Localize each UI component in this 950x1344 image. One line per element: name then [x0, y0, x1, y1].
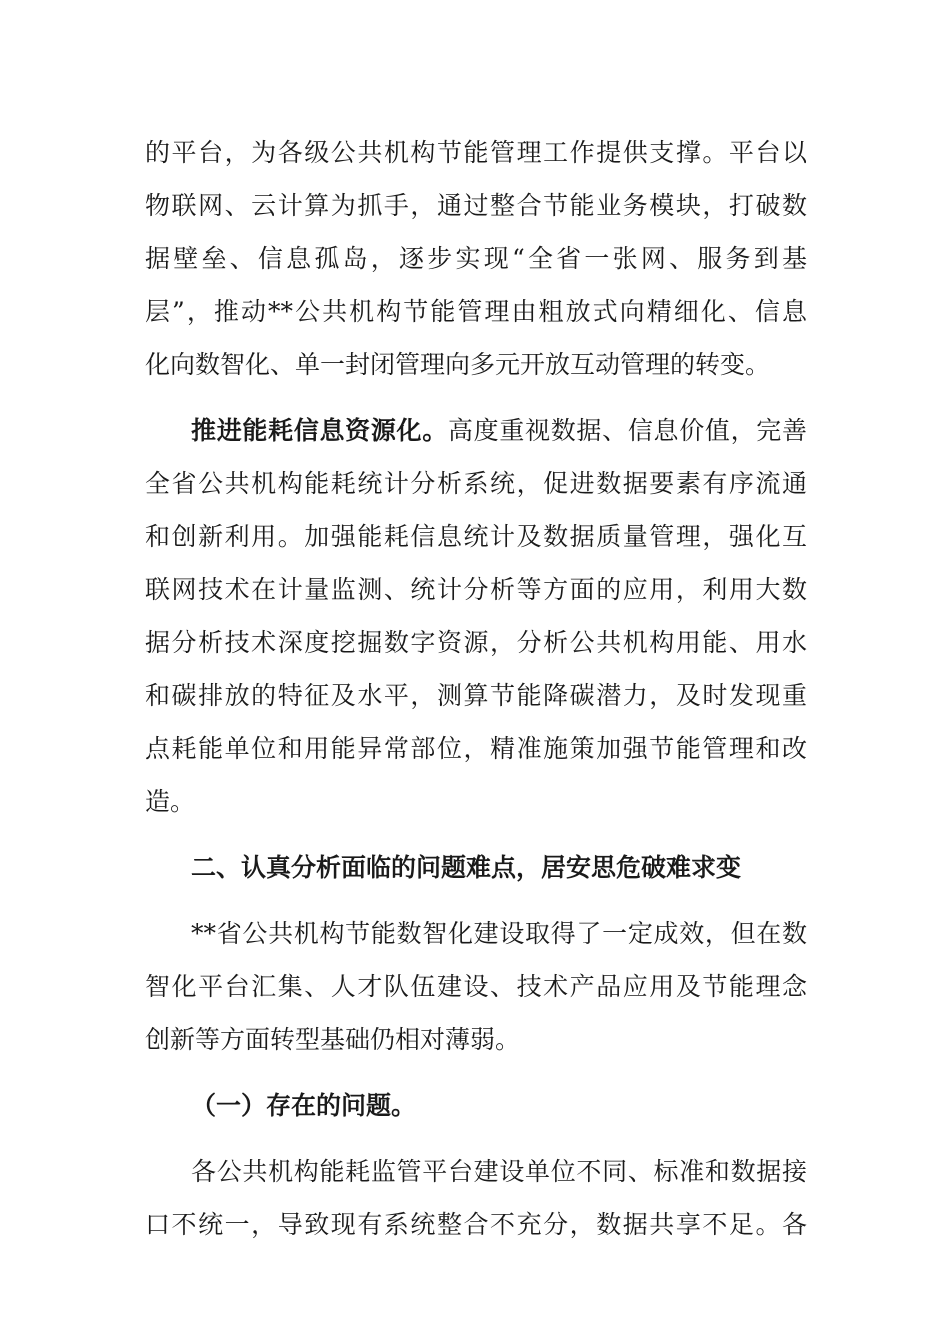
text-line: 口不统一，导致现有系统整合不充分，数据共享不足。各 [145, 1210, 807, 1239]
text-line: 和碳排放的特征及水平，测算节能降碳潜力，及时发现重 [145, 681, 807, 710]
document-page [145, 126, 807, 1251]
text-line: 全省公共机构能耗统计分析系统，促进数据要素有序流通 [145, 469, 807, 498]
paragraph-lead-bold: 推进能耗信息资源化。 [191, 416, 448, 445]
text-line: 造。 [145, 787, 196, 816]
text-line: 层”，推动**公共机构节能管理由粗放式向精细化、信息 [145, 297, 807, 326]
subsection-heading: （一）存在的问题。 [191, 1091, 417, 1120]
text-line: **省公共机构节能数智化建设取得了一定成效，但在数 [191, 919, 807, 948]
text-line: 物联网、云计算为抓手，通过整合节能业务模块，打破数 [145, 191, 807, 220]
text-line [145, 404, 807, 457]
paragraph-resource [145, 404, 807, 828]
text-line: 创新等方面转型基础仍相对薄弱。 [145, 1025, 521, 1054]
text-line: 智化平台汇集、人才队伍建设、技术产品应用及节能理念 [145, 972, 807, 1001]
text-line: 据分析技术深度挖掘数字资源，分析公共机构用能、用水 [145, 628, 807, 657]
text-line: 联网技术在计量监测、统计分析等方面的应用，利用大数 [145, 575, 807, 604]
paragraph-status [145, 907, 807, 1066]
text-line: 化向数智化、单一封闭管理向多元开放互动管理的转变。 [145, 350, 771, 379]
paragraph-intro [145, 126, 807, 391]
text-line: 点耗能单位和用能异常部位，精准施策加强节能管理和改 [145, 734, 807, 763]
text-line: 和创新利用。加强能耗信息统计及数据质量管理，强化互 [145, 522, 807, 551]
text-line: 的平台，为各级公共机构节能管理工作提供支撑。平台以 [145, 138, 807, 167]
paragraph-problems [145, 1145, 807, 1251]
text-line: 各公共机构能耗监管平台建设单位不同、标准和数据接 [191, 1157, 807, 1186]
section-heading: 二、认真分析面临的问题难点，居安思危破难求变 [191, 853, 742, 882]
text-line: 据壁垒、信息孤岛，逐步实现“全省一张网、服务到基 [145, 244, 807, 273]
paragraph-lead-text: 高度重视数据、信息价值，完善 [447, 416, 807, 445]
